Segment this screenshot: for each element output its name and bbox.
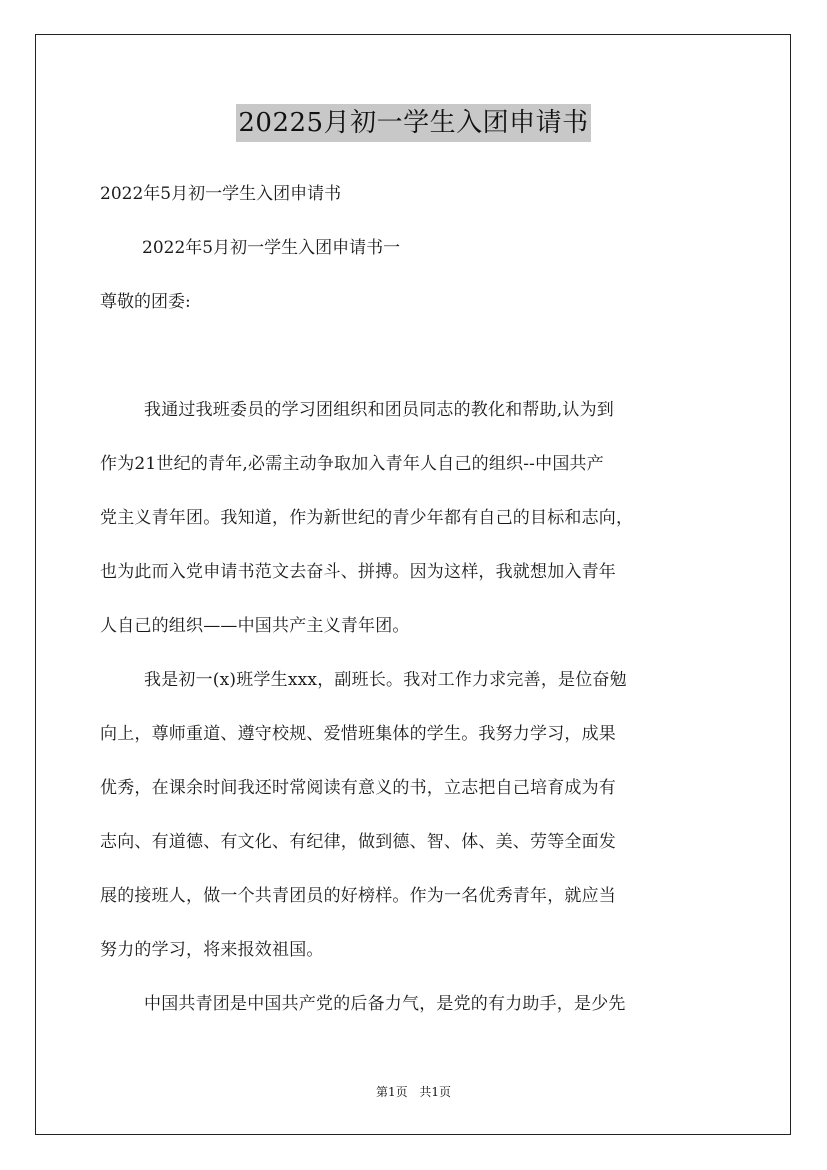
paragraph-line: 中国共青团是中国共产党的后备力气，是党的有力助手，是少先 (144, 994, 626, 1014)
paragraph-line: 志向、有道德、有文化、有纪律，做到德、智、体、美、劳等全面发 (100, 832, 616, 852)
page-footer (0, 1084, 827, 1100)
page-total: 共1页 (419, 1085, 452, 1099)
paragraph-line: 优秀，在课余时间我还时常阅读有意义的书，立志把自己培育成为有 (100, 778, 616, 798)
paragraph-3 (100, 992, 740, 1046)
document-title: 20225月初一学生入团申请书 (236, 104, 590, 142)
paragraph-line: 人自己的组织——中国共产主义青年团。 (100, 616, 410, 636)
paragraph-2 (100, 668, 740, 992)
paragraph-1 (100, 398, 740, 668)
paragraph-line: 展的接班人，做一个共青团员的好榜样。作为一名优秀青年，就应当 (100, 886, 616, 906)
greeting: 尊敬的团委: (100, 292, 191, 312)
document-subtitle: 2022年5月初一学生入团申请书 (100, 184, 342, 204)
paragraph-line: 我是初一(x)班学生xxx，副班长。我对工作力求完善，是位奋勉 (144, 670, 627, 690)
document-subtitle-2: 2022年5月初一学生入团申请书一 (142, 238, 401, 258)
paragraph-line: 党主义青年团。我知道，作为新世纪的青少年都有自己的目标和志向， (100, 508, 634, 528)
title-wrap (0, 104, 827, 142)
page-number: 第1页 (375, 1085, 408, 1099)
paragraph-line: 向上，尊师重道、遵守校规、爱惜班集体的学生。我努力学习，成果 (100, 724, 616, 744)
paragraph-line: 作为21世纪的青年,必需主动争取加入青年人自己的组织--中国共产 (100, 454, 604, 474)
paragraph-line: 努力的学习，将来报效祖国。 (100, 940, 324, 960)
paragraph-line: 也为此而入党申请书范文去奋斗、拼搏。因为这样，我就想加入青年 (100, 562, 616, 582)
paragraph-line: 我通过我班委员的学习团组织和团员同志的教化和帮助,认为到 (144, 400, 615, 420)
